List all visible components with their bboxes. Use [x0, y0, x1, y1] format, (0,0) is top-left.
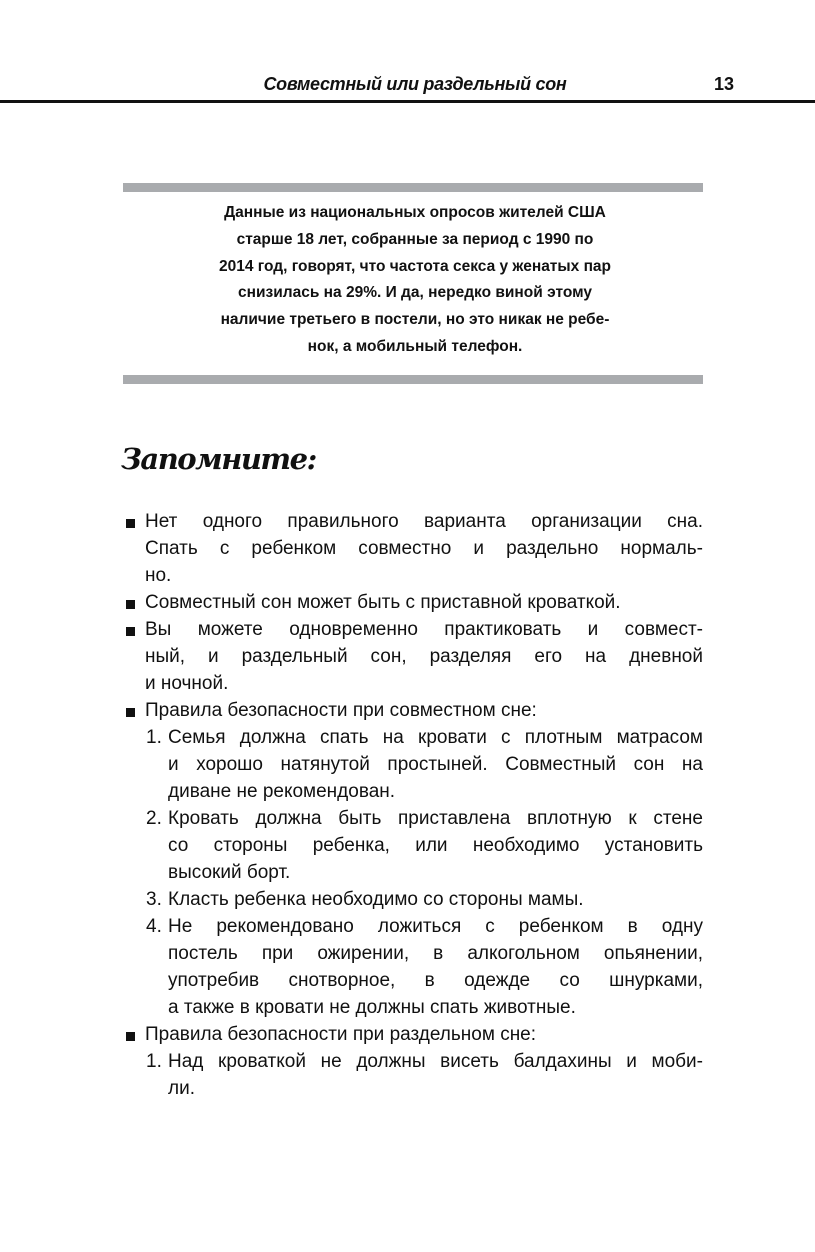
line-text: Правила безопасности при совместном сне:: [145, 700, 537, 721]
callout-line: наличие третьего в постели, но это никак не ребе-: [220, 311, 610, 329]
text-line: [0, 967, 815, 994]
bullet-item: [0, 616, 815, 697]
line-text: постель при ожирении, в алкогольном опьянении,: [168, 943, 703, 964]
line-text: а также в кровати не должны спать животные.: [168, 997, 576, 1018]
callout-line: снизилась на 29%. И да, нередко виной этому: [238, 284, 592, 302]
line-text: со стороны ребенка, или необходимо установить: [168, 835, 703, 856]
remember-list: [0, 508, 815, 1102]
item-number: 2.: [146, 808, 162, 829]
line-text: ный, и раздельный сон, разделяя его на дневной: [145, 646, 703, 667]
running-title: Совместный или раздельный сон: [263, 74, 567, 94]
text-line: [0, 751, 815, 778]
section-heading: Запомните:: [121, 442, 316, 476]
callout-line: старше 18 лет, собранные за период с 1990 по: [236, 230, 594, 248]
callout-line: нок, а мобильный телефон.: [307, 337, 523, 355]
bullet-item: [0, 1021, 815, 1048]
line-text: Кровать должна быть приставлена вплотную к стене: [168, 808, 703, 829]
line-text: Совместный сон может быть с приставной кроваткой.: [145, 592, 621, 613]
callout-bottom-rule: [123, 375, 703, 384]
text-line: [0, 724, 815, 751]
numbered-item: [0, 913, 815, 1021]
item-number: 3.: [146, 889, 162, 910]
text-line: [0, 643, 815, 670]
text-line: [0, 859, 815, 886]
bullet-item: [0, 697, 815, 724]
line-text: Над кроваткой не должны висеть балдахины и моби-: [168, 1051, 703, 1072]
bullet-square-icon: [126, 600, 135, 609]
line-text: Вы можете одновременно практиковать и совмест-: [145, 619, 703, 640]
text-line: [0, 994, 815, 1021]
callout-line: 2014 год, говорят, что частота секса у женатых пар: [218, 257, 612, 275]
text-line: [0, 913, 815, 940]
bullet-item: [0, 508, 815, 589]
line-text: ли.: [168, 1078, 195, 1099]
bullet-square-icon: [126, 627, 135, 636]
line-text: Класть ребенка необходимо со стороны мамы.: [168, 889, 584, 910]
line-text: но.: [145, 565, 172, 586]
text-line: [0, 940, 815, 967]
numbered-item: [0, 724, 815, 805]
line-text: высокий борт.: [168, 862, 291, 883]
line-text: Правила безопасности при раздельном сне:: [145, 1024, 537, 1045]
text-line: [0, 1075, 815, 1102]
text-line: [0, 697, 815, 724]
line-text: диване не рекомендован.: [168, 781, 396, 802]
line-text: Спать с ребенком совместно и раздельно нормаль-: [145, 538, 703, 559]
text-line: [0, 832, 815, 859]
callout-text: [150, 200, 680, 361]
bullet-square-icon: [126, 519, 135, 528]
text-line: [0, 589, 815, 616]
bullet-square-icon: [126, 708, 135, 717]
text-line: [0, 535, 815, 562]
text-line: [0, 778, 815, 805]
line-text: Семья должна спать на кровати с плотным матрасом: [168, 727, 703, 748]
text-line: [0, 886, 815, 913]
item-number: 4.: [146, 916, 162, 937]
line-text: и хорошо натянутой простыней. Совместный сон на: [168, 754, 703, 775]
running-header: [0, 70, 815, 103]
bullet-square-icon: [126, 1032, 135, 1041]
text-line: [0, 1021, 815, 1048]
bullet-item: [0, 589, 815, 616]
text-line: [0, 616, 815, 643]
line-text: Нет одного правильного варианта организации сна.: [145, 511, 703, 532]
line-text: употребив снотворное, в одежде со шнурками,: [168, 970, 703, 991]
page-number: 13: [714, 74, 735, 94]
item-number: 1.: [146, 727, 162, 748]
text-line: [0, 670, 815, 697]
numbered-item: [0, 805, 815, 886]
text-line: [0, 562, 815, 589]
callout-top-rule: [123, 183, 703, 192]
text-line: [0, 1048, 815, 1075]
numbered-item: [0, 886, 815, 913]
item-number: 1.: [146, 1051, 162, 1072]
numbered-item: [0, 1048, 815, 1102]
line-text: Не рекомендовано ложиться с ребенком в одну: [168, 916, 703, 937]
line-text: и ночной.: [145, 673, 229, 694]
callout-line: Данные из национальных опросов жителей США: [224, 204, 606, 221]
text-line: [0, 805, 815, 832]
text-line: [0, 508, 815, 535]
